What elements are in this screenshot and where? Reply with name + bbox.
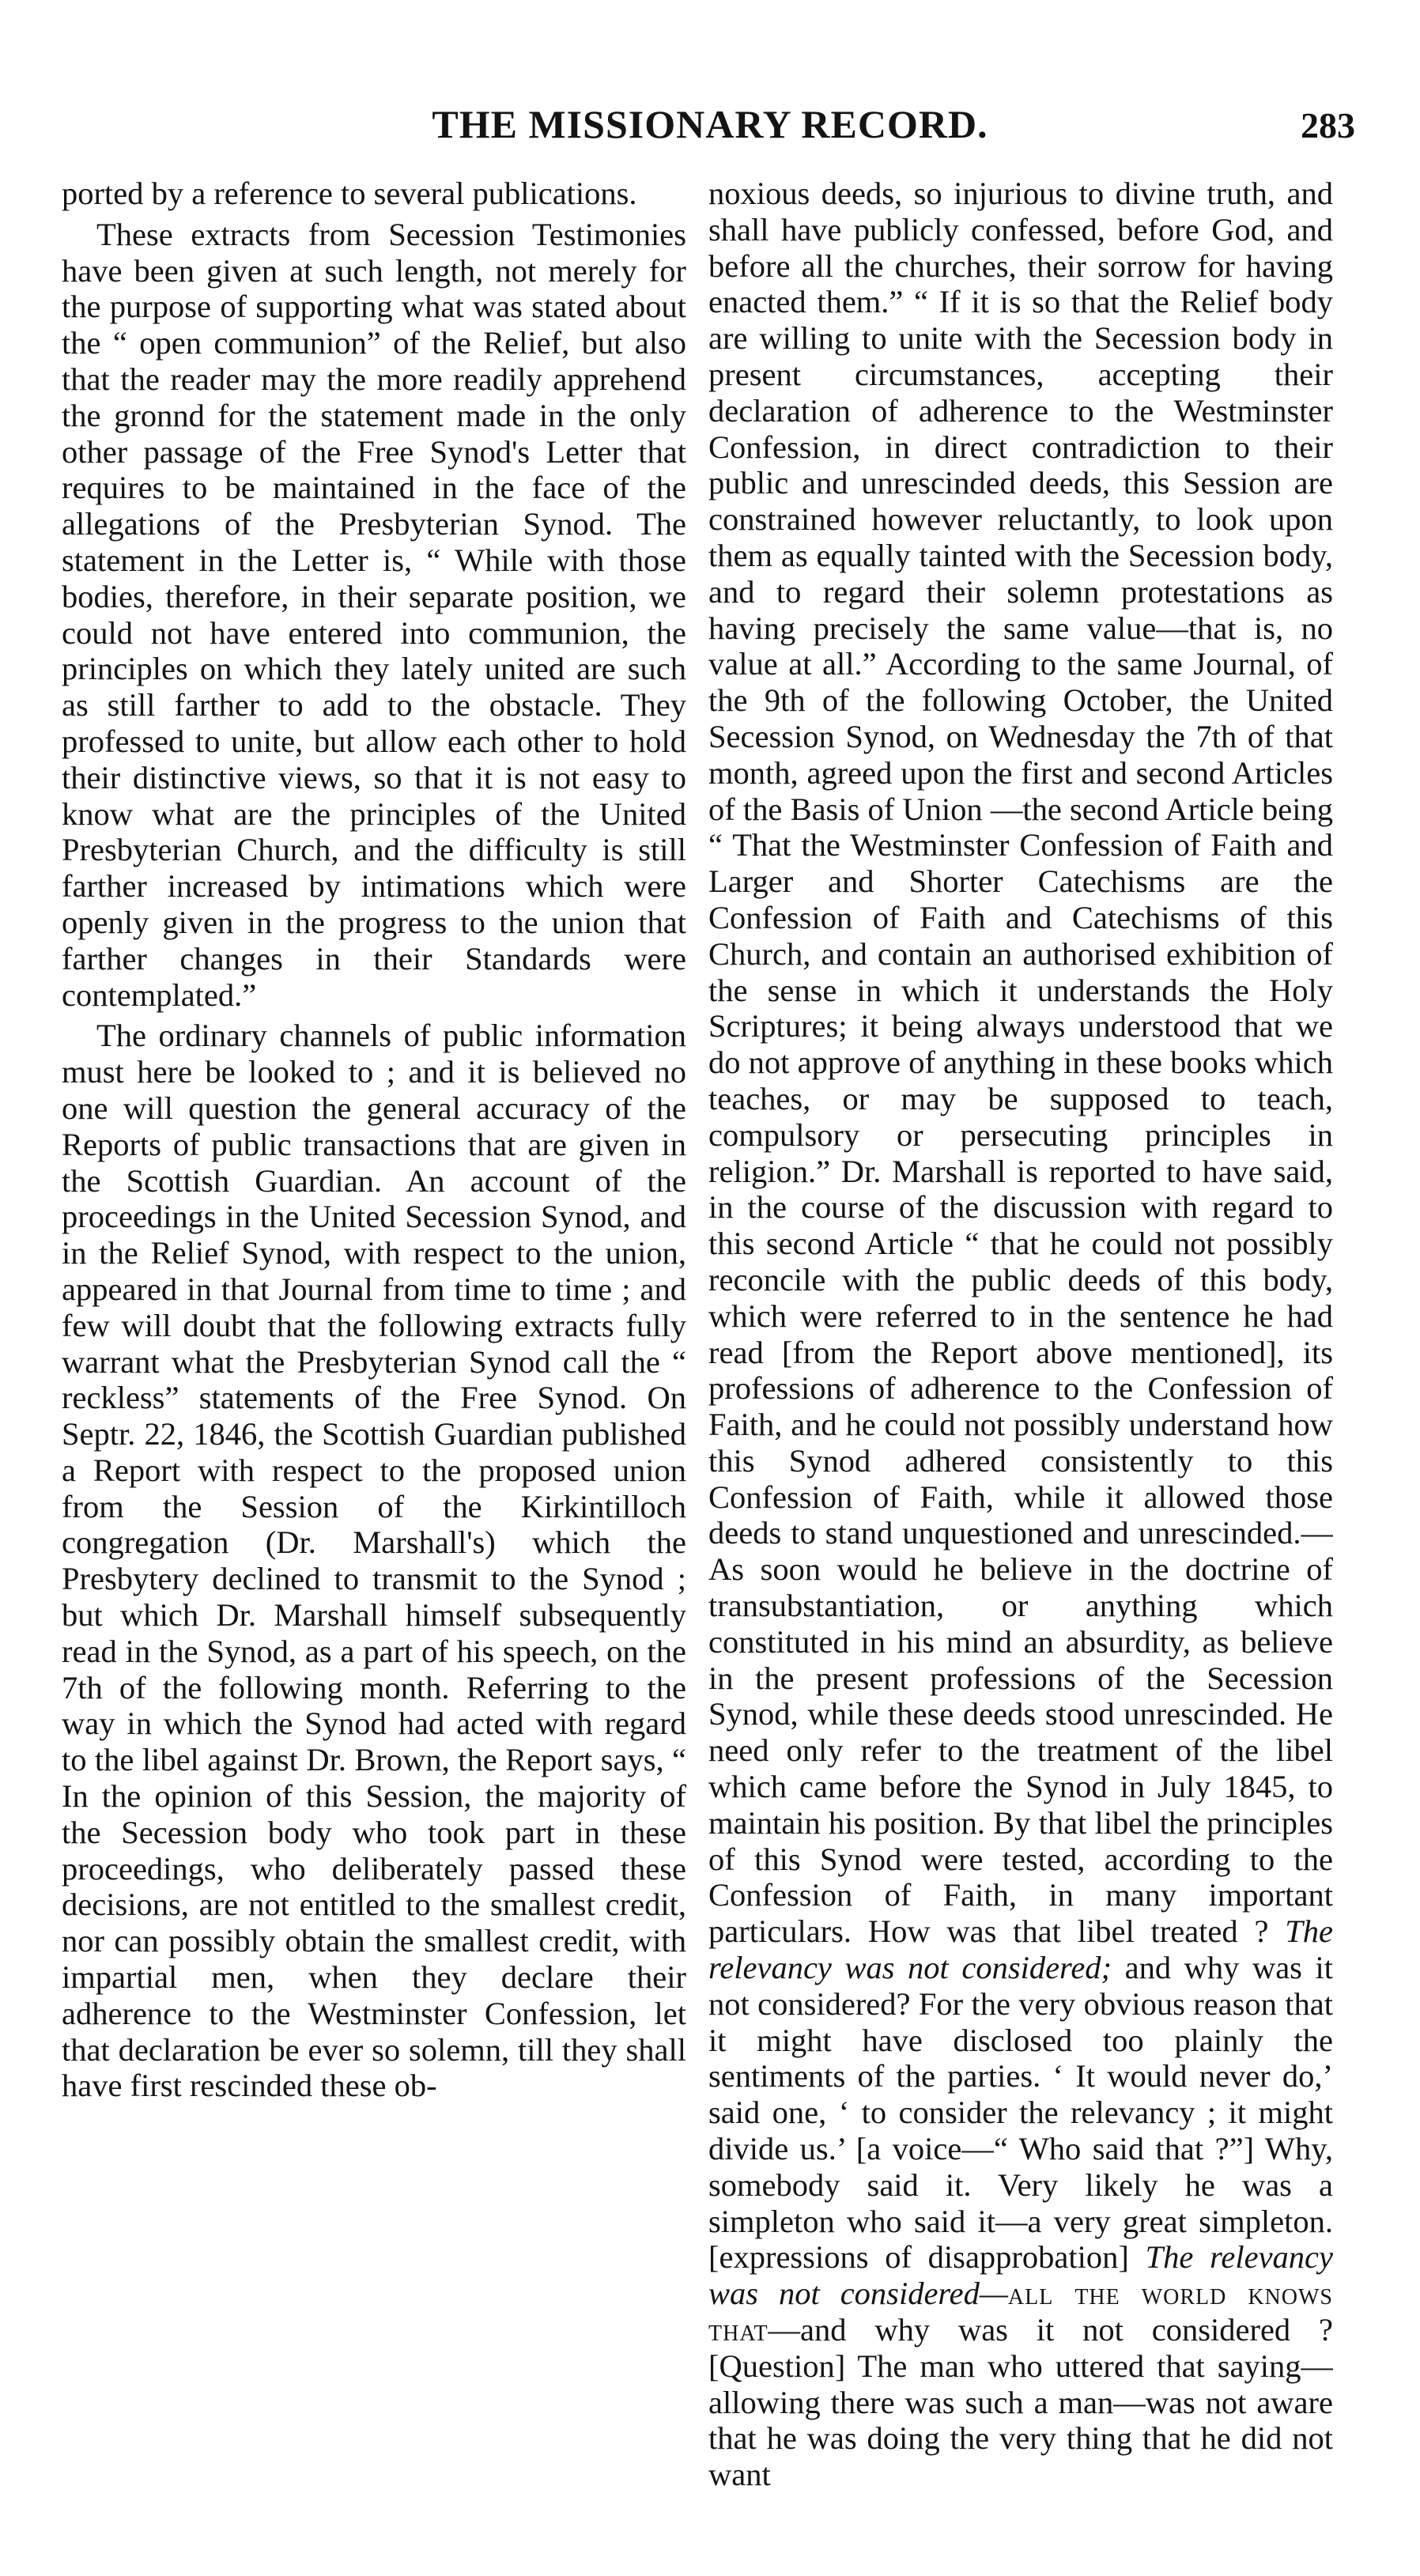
italic-phrase-2: The relevancy was not considered— bbox=[708, 2239, 1333, 2312]
right-text-3: —and why was it not considered ? [Question] The man who uttered that saying—allowing there was such a man—was not aware that he was doing the very thing that he did not want bbox=[708, 2312, 1333, 2493]
left-paragraph-1: ported by a reference to several publications. bbox=[62, 176, 637, 211]
italic-phrase-1: The relevancy was not considered; bbox=[708, 1913, 1333, 1986]
left-column bbox=[62, 176, 686, 2548]
left-paragraph-3: The ordinary channels of public information must here be looked to ; and it is believed no one will question the general accuracy of the Reports of public transactions that are given in the Scottish Guardian. An account of the proceedings in the United Secession Synod, and in the Relief Synod, with respect to the union, appeared in that Journal from time to time ; and few will doubt that the following extracts fully warrant what the Presbyterian Synod call the “ reckless” statements of the Free Synod. On Septr. 22, 1846, the Scottish Guardian published a Report with respect to the proposed union from the Session of the Kirkintilloch congregation (Dr. Marshall's) which the Presbytery declined to transmit to the Synod ; but which Dr. Marshall himself subsequently read in the Synod, as a part of his speech, on the 7th of the following month. Referring to the way in which the Synod had acted with regard to the libel against Dr. Brown, the Report says, “ In the opinion of this Session, the majority of the Secession body who took part in these proceedings, who deliberately passed these decisions, are not entitled to the smallest credit, nor can possibly obtain the smallest credit, with impartial men, when they declare their adherence to the Westminster Confession, let that declaration be ever so solemn, till they shall have first rescinded these ob- bbox=[62, 1018, 686, 2104]
page-number: 283 bbox=[1301, 105, 1355, 145]
left-paragraph-2: These extracts from Secession Testimonies have been given at such length, not merely for the purpose of supporting what was stated about the “ open communion” of the Relief, but also that the reader may the more readily apprehend the gronnd for the statement made in the only other passage of the Free Synod's Letter that requires to be maintained in the face of the allegations of the Presbyterian Synod. The statement in the Letter is, “ While with those bodies, therefore, in their separate position, we could not have entered into communion, the principles on which they lately united are such as still farther to add to the obstacle. They professed to unite, but allow each other to hold their distinctive views, so that it is not easy to know what are the principles of the United Presbyterian Church, and the difficulty is still farther increased by intimations which were openly given in the progress to the union that farther changes in their Standards were contemplated.” bbox=[62, 216, 686, 1013]
right-text-2: and why was it not considered? For the very obvious reason that it might have disclosed too plainly the sentiments of the parties. ‘ It would never do,’ said one, ‘ to consider the relevancy ; it might divide us.’ [a voice—“ Who said that ?”] Why, somebody said it. Very likely he was a simpleton who said it—a very great simpleton. [expressions of disapprobation] bbox=[708, 1950, 1333, 2276]
right-paragraph-1 bbox=[708, 176, 1333, 2493]
smallcaps-phrase: all the world knows that bbox=[708, 2276, 1333, 2348]
right-column bbox=[708, 176, 1333, 2548]
running-title: THE MISSIONARY RECORD. bbox=[432, 102, 988, 146]
right-text-1: noxious deeds, so injurious to divine truth, and shall have publicly confessed, before God, and before all the churches, their sorrow for having enacted them.” “ If it is so that the Relief body are willing to unite with the Secession body in present circumstances, accepting their declaration of adherence to the Westminster Confession, in direct contradiction to their public and unrescinded deeds, this Session are constrained however reluctantly, to look upon them as equally tainted with the Secession body, and to regard their solemn protestations as having precisely the same value—that is, no value at all.” According to the same Journal, of the 9th of the following October, the United Secession Synod, on Wednesday the 7th of that month, agreed upon the first and second Articles of the Basis of Union —the second Article being “ That the Westminster Confession of Faith and Larger and Shorter Catechisms are the Confession of Faith and Catechisms of this Church, and contain an authorised exhibition of the sense in which it understands the Holy Scriptures; it being always understood that we do not approve of anything in these books which teaches, or may be supposed to teach, compulsory or persecuting principles in religion.” Dr. Marshall is reported to have said, in the course of the discussion with regard to this second Article “ that he could not possibly reconcile with the public deeds of this body, which were referred to in the sentence he had read [from the Report above mentioned], its professions of adherence to the Confession of Faith, and he could not possibly understand how this Synod adhered consistently to this Confession of Faith, while it allowed those deeds to stand unquestioned and unrescinded.— As soon would he believe in the doctrine of transubstantiation, or anything which constituted in his mind an absurdity, as believe in the present professions of the Secession Synod, while these deeds stood unrescinded. He need only refer to the treatment of the libel which came before the Synod in July 1845, to maintain his position. By that libel the principles of this Synod were tested, according to the Confession of Faith, in many important particulars. How was that libel treated ? bbox=[708, 176, 1333, 1950]
running-head bbox=[0, 101, 1420, 157]
